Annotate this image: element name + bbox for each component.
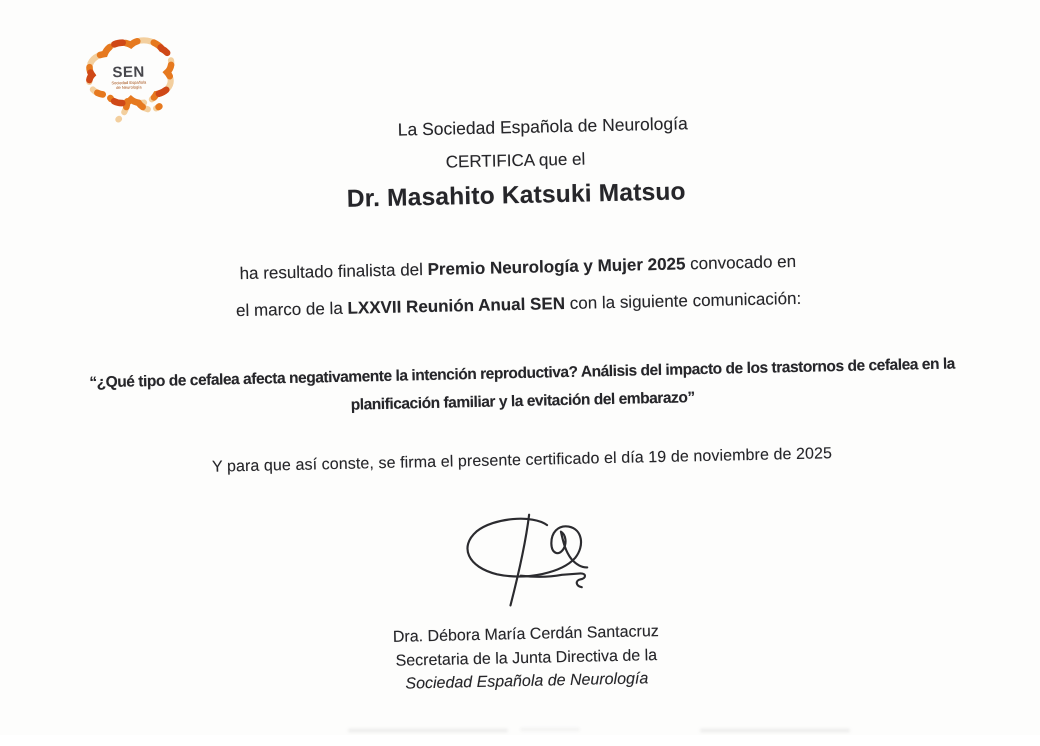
issuer-line: La Sociedad Española de Neurología (397, 113, 688, 140)
logo-subtext-line1: Sociedad Española (111, 79, 147, 86)
signer-organization: Sociedad Española de Neurología (405, 670, 649, 693)
award-line-1-post: convocado en (685, 251, 797, 274)
award-line-1-pre: ha resultado finalista del (239, 259, 428, 284)
award-line-2-post: con la siguiente comunicación: (564, 288, 802, 314)
logo-sen-text: SEN (112, 63, 145, 82)
scan-artifact (348, 729, 508, 732)
communication-title: “¿Qué tipo de cefalea afecta negativamente la intención reproductiva? Análisis del impacto de los trastornos de cefalea en la planificación familiar y la evitación del embarazo” (89, 355, 956, 414)
logo-subtext-line2: de Neurología (116, 84, 142, 90)
scan-artifact (700, 729, 850, 732)
signature-strokes (467, 513, 588, 606)
award-name: Premio Neurología y Mujer 2025 (427, 254, 686, 279)
recipient-name: Dr. Masahito Katsuki Matsuo (346, 178, 686, 213)
signer-name: Dra. Débora María Cerdán Santacruz (392, 623, 659, 646)
award-line-1 (0, 247, 1038, 290)
sen-logo (83, 36, 179, 132)
award-line-2 (0, 284, 1039, 327)
meeting-name: LXXVII Reunión Anual SEN (347, 294, 566, 318)
signer-role: Secretaria de la Junta Directiva de la (395, 647, 658, 670)
brain-logo-icon (83, 36, 179, 132)
certifies-line: CERTIFICA que el (445, 149, 586, 172)
award-line-2-pre: el marco de la (235, 298, 348, 321)
handwritten-signature (449, 503, 601, 614)
closing-line: Y para que así conste, se firma el presente certificado el día 19 de noviembre de 2025 (211, 445, 833, 476)
scan-artifact (520, 728, 580, 731)
